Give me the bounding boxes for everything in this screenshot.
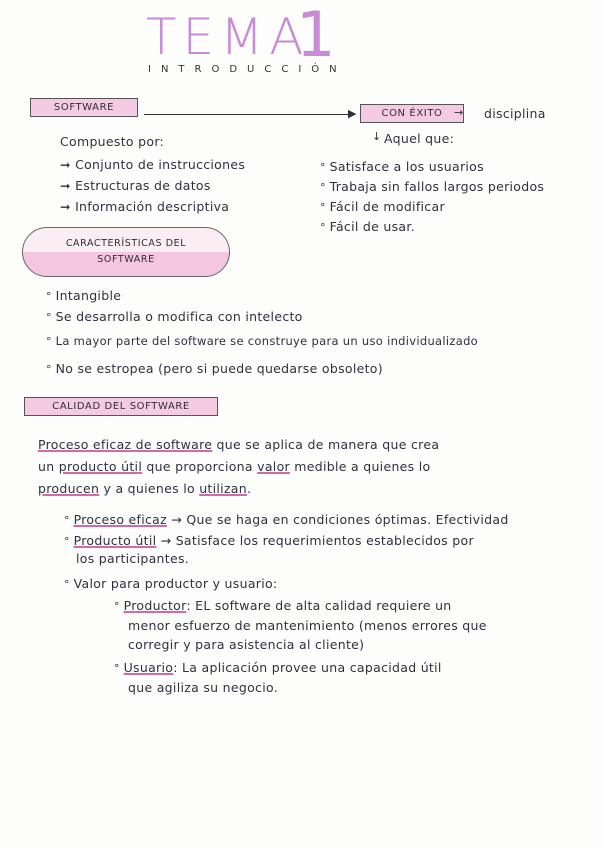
productor-item: ° Productor: EL software de alta calidad requiere un — [114, 598, 452, 613]
arrow-right-icon: ▶ — [348, 107, 357, 120]
exito-item: ° Satisface a los usuarios — [320, 159, 484, 174]
productor-line: menor esfuerzo de mantenimiento (menos errores que — [128, 618, 487, 633]
calidad-paragraph-line2: un producto útil que proporciona valor medible a quienes lo — [38, 459, 431, 474]
title-text: TEMA — [146, 8, 310, 66]
software-box: SOFTWARE — [30, 98, 138, 117]
caracteristica-item: ° Se desarrolla o modifica con intelecto — [46, 309, 303, 324]
calidad-paragraph-line1: Proceso eficaz de software que se aplica de manera que crea — [38, 437, 440, 452]
exito-item: ° Fácil de usar. — [320, 219, 415, 234]
caracteristicas-line2: SOFTWARE — [97, 254, 155, 265]
compuesto-item: ➞ Conjunto de instrucciones — [60, 157, 246, 172]
caracteristicas-line1: CARACTERÍSTICAS DEL — [65, 238, 187, 249]
caracteristica-item: ° Intangible — [46, 288, 122, 303]
arrow-right-icon: ➞ — [60, 157, 76, 172]
caracteristica-item: ° La mayor parte del software se construye para un uso individualizado — [46, 334, 479, 348]
arrow-line — [144, 114, 352, 115]
calidad-heading: CALIDAD DEL SOFTWARE — [24, 397, 218, 416]
exito-item: ° Fácil de modificar — [320, 199, 445, 214]
title-number: 1 — [296, 0, 336, 71]
con-exito-box: CON ÉXITO — [360, 104, 464, 123]
usuario-item: ° Usuario: La aplicación provee una capacidad útil — [114, 660, 442, 675]
valor-heading: ° Valor para productor y usuario: — [64, 576, 278, 591]
aquel-que-text: Aquel que: — [384, 131, 455, 146]
compuesto-heading: Compuesto por: — [60, 134, 165, 149]
arrow-right-icon: → — [454, 106, 464, 119]
exito-item: ° Trabaja sin fallos largos periodos — [320, 179, 545, 194]
calidad-bullet-cont: los participantes. — [76, 551, 190, 566]
calidad-bullet: ° Producto útil → Satisface los requerimientos establecidos por — [64, 533, 474, 548]
calidad-bullet: ° Proceso eficaz → Que se haga en condiciones óptimas. Efectividad — [64, 512, 509, 527]
arrow-right-icon: ➞ — [60, 178, 76, 193]
arrow-down-icon: ↓ — [372, 130, 382, 143]
compuesto-item: ➞ Información descriptiva — [60, 199, 230, 214]
compuesto-item: ➞ Estructuras de datos — [60, 178, 211, 193]
productor-line: corregir y para asistencia al cliente) — [128, 637, 365, 652]
calidad-paragraph-line3: producen y a quienes lo utilizan. — [38, 481, 252, 496]
usuario-line: que agiliza su negocio. — [128, 680, 278, 695]
page-title — [146, 8, 309, 66]
caracteristicas-heading — [22, 227, 230, 277]
page-subtitle: INTRODUCCIÓN — [148, 64, 347, 75]
caracteristica-item: ° No se estropea (pero si puede quedarse obsoleto) — [46, 361, 383, 376]
arrow-right-icon: ➞ — [60, 199, 76, 214]
disciplina-text: disciplina — [484, 106, 546, 121]
